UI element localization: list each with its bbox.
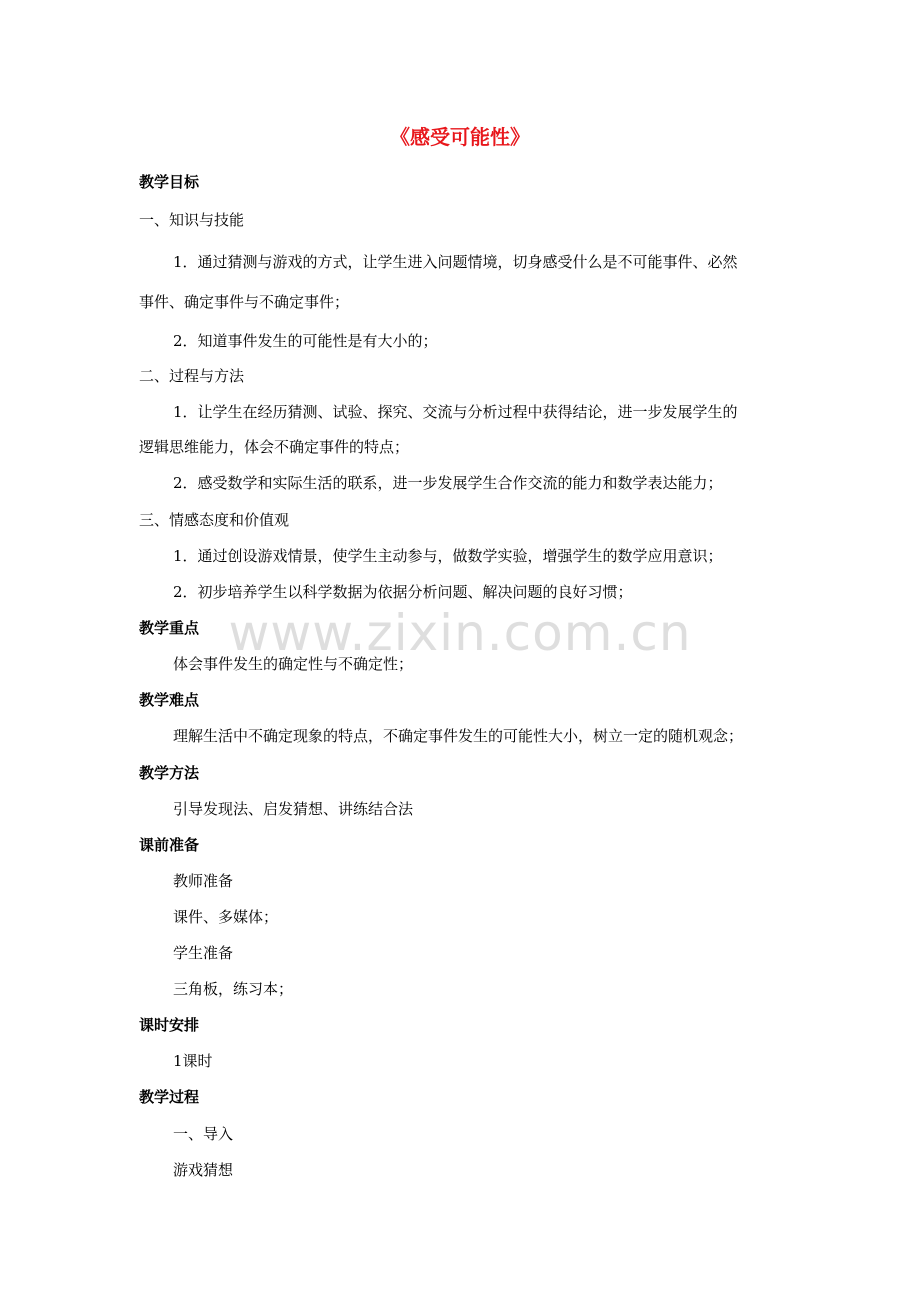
student-preparation-items: 三角板，练习本； (173, 980, 294, 998)
methods-heading: 教学方法 (139, 764, 200, 782)
process-item-1-line-1: 1．让学生在经历猜测、试验、探究、交流与分析过程中获得结论，进一步发展学生的 (173, 403, 738, 421)
process-item-2: 2．感受数学和实际生活的联系，进一步发展学生合作交流的能力和数学表达能力； (173, 474, 723, 492)
key-points-heading: 教学重点 (139, 619, 200, 637)
methods-text: 引导发现法、启发猜想、讲练结合法 (173, 800, 414, 818)
objectives-heading: 教学目标 (139, 173, 200, 191)
difficulties-heading: 教学难点 (139, 691, 200, 709)
student-preparation-label: 学生准备 (173, 944, 234, 962)
teacher-preparation-label: 教师准备 (173, 872, 234, 890)
document-title: 《感受可能性》 (390, 125, 530, 149)
knowledge-item-2: 2．知道事件发生的可能性是有大小的； (173, 332, 438, 350)
teacher-preparation-items: 课件、多媒体； (173, 908, 279, 926)
knowledge-item-1-line-2: 事件、确定事件与不确定事件； (139, 293, 350, 311)
section-process-heading: 二、过程与方法 (139, 367, 245, 385)
preparation-heading: 课前准备 (139, 836, 200, 854)
process-step-1: 一、导入 (173, 1125, 234, 1143)
key-points-text: 体会事件发生的确定性与不确定性； (173, 655, 414, 673)
difficulties-text: 理解生活中不确定现象的特点，不确定事件发生的可能性大小，树立一定的随机观念； (173, 727, 744, 745)
knowledge-item-1-line-1: 1．通过猜测与游戏的方式，让学生进入问题情境，切身感受什么是不可能事件、必然 (173, 253, 738, 271)
watermark: www.zixin.com.cn (228, 604, 692, 662)
schedule-heading: 课时安排 (139, 1016, 200, 1034)
section-knowledge-heading: 一、知识与技能 (139, 211, 245, 229)
process-step-1-item: 游戏猜想 (173, 1161, 234, 1179)
teaching-process-heading: 教学过程 (139, 1088, 200, 1106)
attitude-item-1: 1．通过创设游戏情景，使学生主动参与，做数学实验，增强学生的数学应用意识； (173, 547, 723, 565)
schedule-text: 1课时 (173, 1052, 213, 1070)
process-item-1-line-2: 逻辑思维能力，体会不确定事件的特点； (139, 438, 410, 456)
attitude-item-2: 2．初步培养学生以科学数据为依据分析问题、解决问题的良好习惯； (173, 583, 633, 601)
section-attitude-heading: 三、情感态度和价值观 (139, 511, 290, 529)
